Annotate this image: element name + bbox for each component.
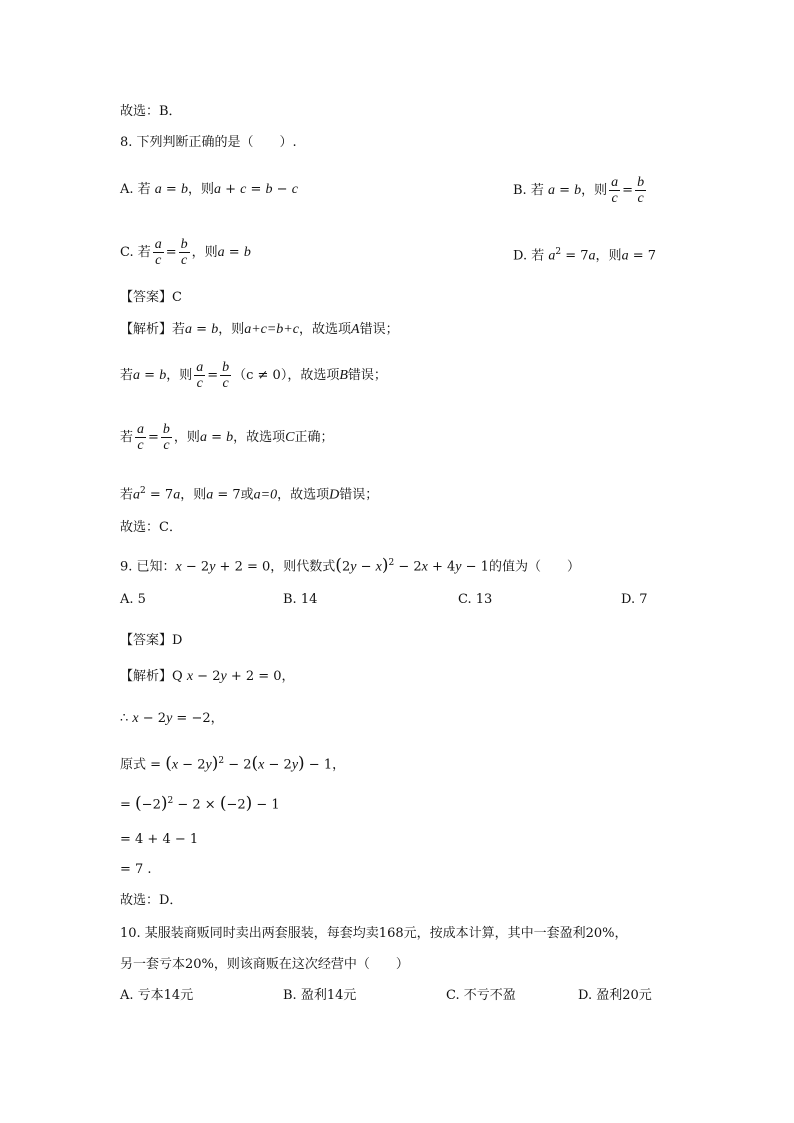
q8-analysis-line4: 若$a^2 = 7a$，则a = 7或a=0，故选项D错误；	[120, 486, 379, 503]
q8-analysis-line3: 若 $\frac{a}{c}$ = $\frac{b}{c}$ ，则a = b，故选项C正确；	[120, 422, 334, 453]
q8-a2-opt: B	[339, 368, 348, 383]
q9-stem-mid: ，则代数式	[270, 559, 336, 575]
q8-option-b: B. 若 a = b，则 $\frac{a}{c}$ = $\frac{b}{c}$	[513, 175, 645, 206]
q8-option-c-label: C. 若	[120, 245, 151, 260]
q8-a4-then: ，则	[180, 487, 207, 503]
q9-stem-end: 的值为（ ）	[488, 559, 580, 575]
q9-option-a: A. 5	[120, 592, 146, 607]
q9-analysis-line1: 【解析】Q x − 2y + 2 = 0，	[120, 669, 295, 684]
q8-a4-opt: D	[329, 487, 340, 503]
q8-a3-opt: C	[285, 430, 295, 445]
q8-a2-cond: （c ≠ 0），故选项	[233, 368, 340, 383]
q8-a3-then: ，则	[173, 430, 200, 445]
q10-option-b: B. 盈利14元	[283, 988, 357, 1003]
q9-stem: 9. 已知：x − 2y + 2 = 0，则代数式$(2y - x)^2 - 2x + 4y - 1$的值为（ ）	[120, 555, 580, 576]
q8-answer: 【答案】C	[120, 290, 182, 305]
q8-option-d-then: ，则	[595, 248, 622, 264]
q8-a4-head: 若	[120, 487, 134, 503]
q8-stem: 8. 下列判断正确的是（ ）.	[120, 135, 297, 150]
q9-analysis-line6: = 7 .	[120, 862, 152, 877]
q9-select: 故选：D．	[120, 893, 183, 908]
q9-option-c: C. 13	[458, 592, 493, 607]
q8-analysis-line1: 【解析】若a = b，则a+c=b+c，故选项A错误；	[120, 322, 399, 337]
q8-select: 故选：C．	[120, 520, 182, 535]
therefore-symbol: ∴	[120, 711, 129, 726]
q8-a2-then: ，则	[166, 368, 193, 383]
q9-answer: 【答案】D	[120, 633, 183, 648]
q10-stem-line1: 10. 某服装商贩同时卖出两套服装，每套均卖168元，按成本计算，其中一套盈利20%，	[120, 926, 628, 941]
q8-a2-end: 错误；	[347, 368, 387, 383]
q8-a3-head: 若	[120, 430, 134, 445]
q8-a4-tail: ，故选项	[277, 487, 330, 503]
q8-a4-or: 或	[240, 487, 254, 503]
q9-stem-num: 9. 已知：	[120, 559, 176, 575]
q10-stem-line2: 另一套亏本20%，则该商贩在这次经营中（ ）	[120, 957, 409, 972]
q8-a1-tail: ，故选项	[298, 322, 351, 337]
q8-analysis-line2: 若a = b，则 $\frac{a}{c}$ = $\frac{b}{c}$ （c ≠ 0），故选项B错误；	[120, 360, 387, 391]
q8-option-c: C. 若 $\frac{a}{c}$ = $\frac{b}{c}$ ，则a = b	[120, 237, 251, 268]
q10-option-a: A. 亏本14元	[120, 988, 194, 1003]
q8-option-a-then: ，则	[187, 182, 214, 197]
q8-a4-end: 错误；	[339, 487, 379, 503]
q8-a1-then: ，则	[218, 322, 245, 337]
q8-option-c-then: ，则	[191, 245, 218, 260]
q8-option-d: D. 若 $a^2 = 7a$，则a = 7	[513, 247, 656, 264]
q8-a3-tail: ，故选项	[233, 430, 286, 445]
q10-option-d: D. 盈利20元	[578, 988, 652, 1003]
q9-analysis-line2: ∴ x − 2y = −2，	[120, 711, 224, 726]
q9-analysis-head: 【解析】Q	[120, 669, 183, 684]
q10-option-c: C. 不亏不盈	[446, 988, 516, 1003]
q8-option-d-label: D. 若	[513, 248, 545, 264]
q8-option-a-label: A. 若	[120, 182, 151, 197]
q9-orig-label: 原式	[120, 757, 147, 773]
prev-answer-select: 故选：B．	[120, 104, 182, 119]
q9-analysis-line5: = 4 + 4 − 1	[120, 832, 199, 847]
q8-a1-eq: a+c=b+c	[244, 322, 299, 337]
q9-option-d: D. 7	[621, 592, 648, 607]
q8-a1-end: 错误；	[359, 322, 399, 337]
q8-a2-head: 若	[120, 368, 134, 383]
q8-option-b-label: B. 若	[513, 183, 544, 198]
q9-option-b: B. 14	[283, 592, 318, 607]
q8-option-a: A. 若 a = b，则a + c = b − c	[120, 182, 298, 197]
q8-option-b-then: ，则	[581, 183, 608, 198]
q9-analysis-line3: 原式 = $(x - 2y)^2 - 2(x - 2y) - 1$，	[120, 753, 346, 774]
q8-analysis-head: 【解析】若	[120, 322, 186, 337]
q8-a1-opt: A	[351, 322, 360, 337]
q8-a4-zero: a=0	[253, 487, 278, 503]
q8-a3-end: 正确；	[294, 430, 334, 445]
q9-analysis-line4: = $(-2)^2 - 2 \times (-2) - 1$	[120, 793, 280, 814]
